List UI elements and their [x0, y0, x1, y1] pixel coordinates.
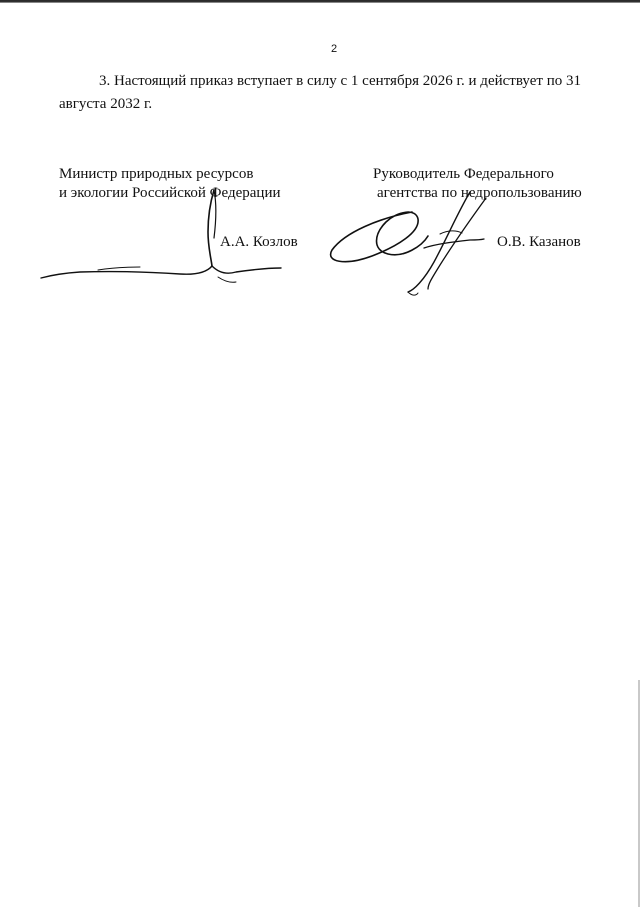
left-signatory-title — [59, 165, 281, 203]
left-title-line1: Министр природных ресурсов — [59, 166, 254, 182]
right-title-line1: Руководитель Федерального — [373, 166, 554, 182]
page-number: 2 — [330, 43, 338, 55]
right-handwritten-signature — [331, 192, 486, 295]
left-signatory-name: А.А. Козлов — [220, 234, 298, 250]
right-signatory-title — [373, 165, 582, 203]
right-title-line2: агентства по недропользованию — [377, 185, 582, 201]
order-paragraph-3: 3. Настоящий приказ вступает в силу с 1 сентября 2026 г. и действует по 31 августа 2032 г. — [59, 73, 581, 112]
right-signatory-name: О.В. Казанов — [497, 234, 581, 250]
left-title-line2: и экологии Российской Федерации — [59, 185, 281, 201]
scan-top-edge — [0, 0, 640, 3]
